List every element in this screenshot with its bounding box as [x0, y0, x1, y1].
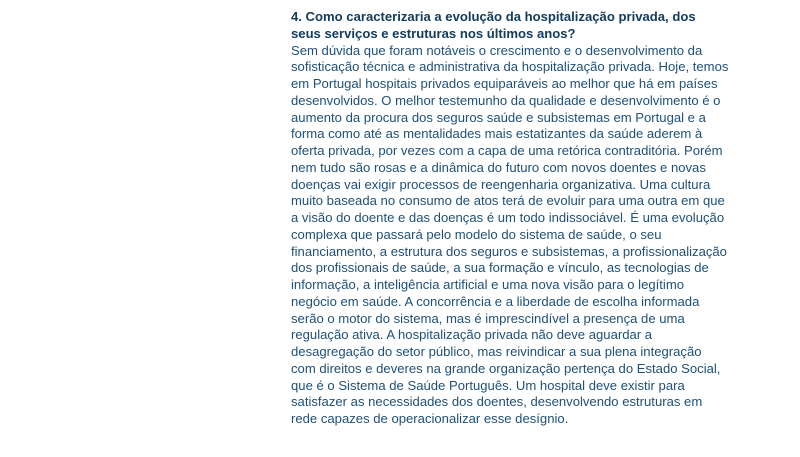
interview-article: [291, 9, 729, 428]
interview-answer: Sem dúvida que foram notáveis o crescimento e o desenvolvimento da sofisticação técnica e administrativa da hospitalização privada. Hoje, temos em Portugal hospitais privados equiparáveis ao melhor que há em países desenvolvidos. O melhor testemunho da qualidade e desenvolvimento é o aumento da procura dos seguros saúde e subsistemas em Portugal e a forma como até as mentalidades mais estatizantes da saúde aderem à oferta privada, por vezes com a capa de uma retórica contraditória. Porém nem tudo são rosas e a dinâmica do futuro com novos doentes e novas doenças vai exigir processos de reengenharia organizativa. Uma cultura muito baseada no consumo de atos terá de evoluir para uma outra em que a visão do doente e das doenças é um todo indissociável. É uma evolução complexa que passará pelo modelo do sistema de saúde, o seu financiamento, a estrutura dos seguros e subsistemas, a profissionalização dos profissionais de saúde, a sua formação e vínculo, as tecnologias de informação, a inteligência artificial e uma nova visão para o legítimo negócio em saúde. A concorrência e a liberdade de escolha informada serão o motor do sistema, mas é imprescindível a presença de uma regulação ativa. A hospitalização privada não deve aguardar a desagregação do setor público, mas reivindicar a sua plena integração com direitos e deveres na grande organização pertença do Estado Social, que é o Sistema de Saúde Português. Um hospital deve existir para satisfazer as necessidades dos doentes, desenvolvendo estruturas em rede capazes de operacionalizar esse desígnio.: [291, 42, 729, 427]
interview-question: 4. Como caracterizaria a evolução da hospitalização privada, dos seus serviços e estruturas nos últimos anos?: [291, 9, 696, 41]
